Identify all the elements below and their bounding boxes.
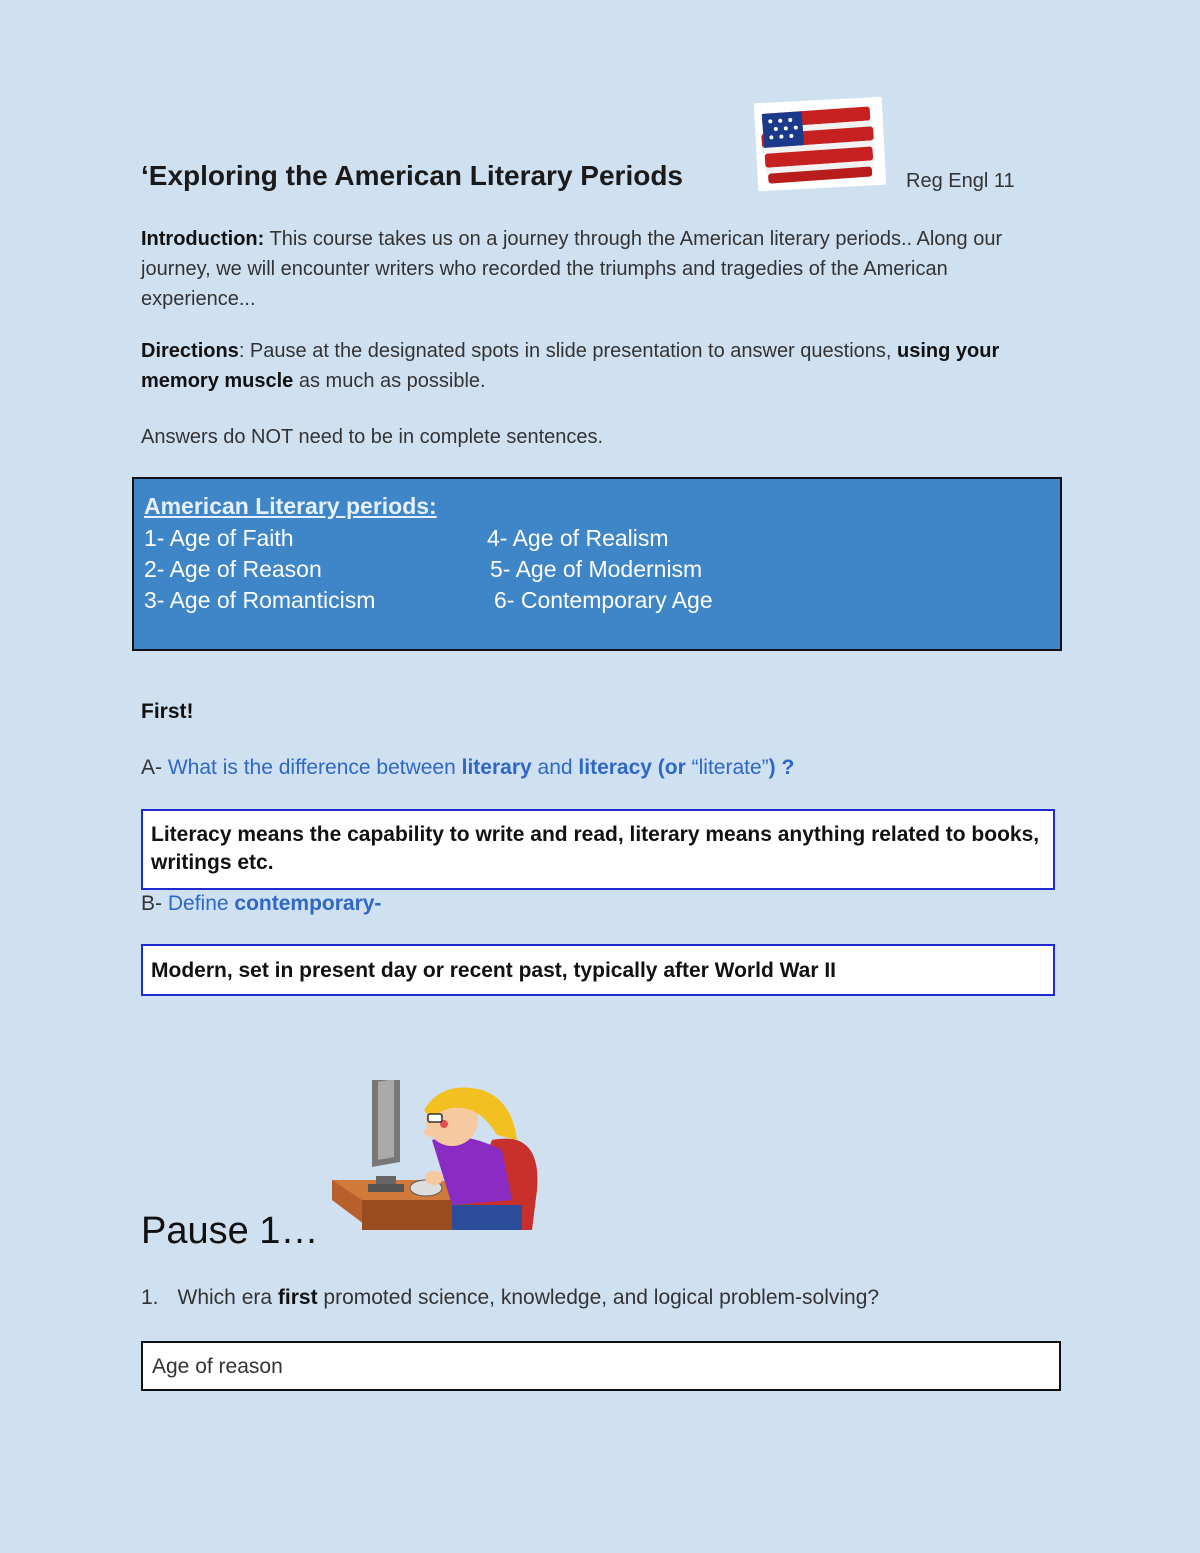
- introduction-label: Introduction:: [141, 228, 265, 250]
- pause-heading: Pause 1…: [141, 1210, 319, 1252]
- directions-paragraph: [141, 336, 1061, 396]
- introduction-paragraph: [141, 224, 1061, 314]
- periods-header: American Literary periods:: [144, 493, 437, 519]
- question-a-term-literacy: literacy (or: [578, 756, 686, 779]
- period-item: 4- Age of Realism: [487, 525, 669, 551]
- question-a-text-and: and: [531, 756, 579, 779]
- pause-question-text-end: promoted science, knowledge, and logical problem-solving?: [317, 1286, 880, 1309]
- pause-answer-field[interactable]: Age of reason: [141, 1341, 1061, 1391]
- course-label: Reg Engl 11: [906, 170, 1015, 192]
- period-item: 2- Age of Reason: [144, 556, 322, 582]
- question-a-text: What is the difference between: [167, 756, 462, 779]
- directions-text-end: as much as possible.: [293, 370, 486, 392]
- period-item: 6- Contemporary Age: [494, 587, 713, 613]
- pause-question-emphasis: first: [277, 1286, 318, 1309]
- flag-books-image: [752, 96, 888, 192]
- answers-note: Answers do NOT need to be in complete sentences.: [141, 426, 604, 448]
- question-a: [141, 756, 794, 780]
- question-b-text: Define: [167, 892, 235, 915]
- question-b-term: contemporary-: [234, 892, 382, 915]
- answer-b-field[interactable]: Modern, set in present day or recent past, typically after World War II: [141, 944, 1055, 996]
- question-b-prefix: B-: [141, 892, 168, 915]
- literary-periods-box: [132, 477, 1062, 651]
- directions-text: : Pause at the designated spots in slide presentation to answer questions,: [238, 340, 898, 362]
- pause-question-1: [141, 1286, 879, 1310]
- pause-question-text: Which era: [177, 1286, 278, 1309]
- question-a-term-literary: literary: [461, 756, 532, 779]
- first-heading: First!: [141, 700, 194, 723]
- directions-emphasis: using your memory muscle: [141, 340, 1000, 392]
- period-item: 5- Age of Modernism: [490, 556, 703, 582]
- question-a-end: ) ?: [768, 756, 795, 779]
- question-a-prefix: A-: [141, 756, 168, 779]
- question-a-term-literate: “literate”: [685, 756, 769, 779]
- introduction-text: This course takes us on a journey through the American literary periods.. Along our journey, we will encounter writers who recorded the triumphs and tragedies of the American experience...: [141, 228, 1003, 310]
- page-title: ‘Exploring the American Literary Periods: [141, 160, 684, 191]
- question-b: [141, 892, 381, 916]
- question-number: 1.: [141, 1286, 159, 1309]
- directions-label: Directions: [141, 340, 239, 362]
- answer-a-field[interactable]: Literacy means the capability to write and read, literary means anything related to books, writings etc.: [141, 809, 1055, 890]
- student-computer-image: [332, 1080, 554, 1246]
- period-item: 3- Age of Romanticism: [144, 587, 376, 613]
- period-item: 1- Age of Faith: [144, 525, 294, 551]
